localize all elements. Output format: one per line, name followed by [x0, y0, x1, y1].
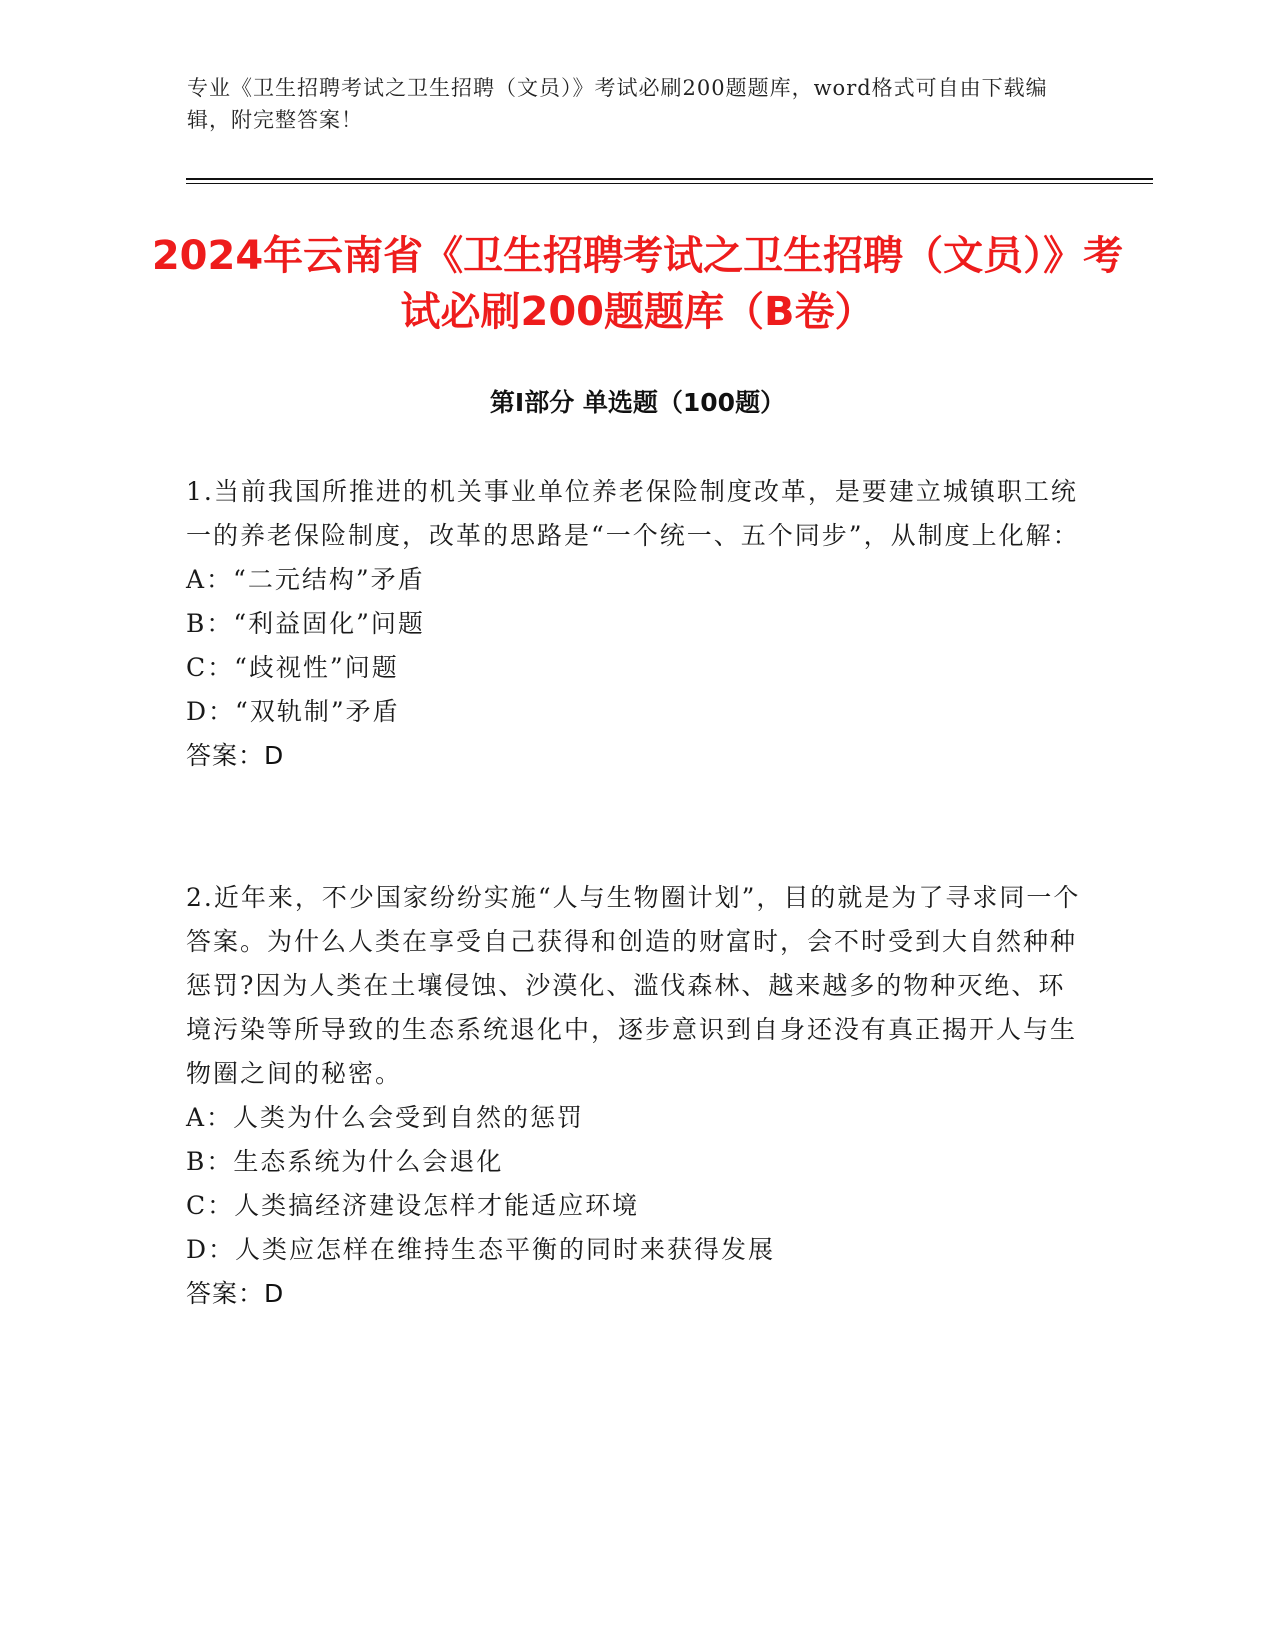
option-b: B：生态系统为什么会退化: [186, 1147, 504, 1176]
question-stem: 1.当前我国所推进的机关事业单位养老保险制度改革，是要建立城镇职工统一的养老保险制度，改革的思路是“一个统一、五个同步”，从制度上化解：: [186, 477, 1080, 550]
option-b: B：“利益固化”问题: [186, 609, 425, 638]
section-title: 第Ⅰ部分 单选题（100题）: [489, 388, 786, 417]
header-divider-thin: [186, 183, 1153, 184]
option-a: A：“二元结构”矛盾: [186, 565, 425, 594]
document-title: 2024年云南省《卫生招聘考试之卫生招聘（文员）》考试必刷200题题库（B卷）: [151, 233, 1124, 335]
header-divider-thick: [186, 178, 1153, 180]
question-2: [186, 876, 1086, 1316]
option-c: C：人类搞经济建设怎样才能适应环境: [186, 1191, 640, 1220]
option-c: C：“歧视性”问题: [186, 653, 399, 682]
question-stem: 2.近年来，不少国家纷纷实施“人与生物圈计划”，目的就是为了寻求同一个答案。为什么人类在享受自己获得和创造的财富时，会不时受到大自然种种惩罚?因为人类在土壤侵蚀、沙漠化、滥伐森林、越来越多的物种灭绝、环境污染等所导致的生态系统退化中，逐步意识到自身还没有真正揭开人与生物圈之间的秘密。: [186, 883, 1081, 1088]
answer-line: 答案：D: [186, 1279, 285, 1308]
option-d: D：“双轨制”矛盾: [186, 697, 400, 726]
question-1: [186, 470, 1086, 778]
header-note: 专业《卫生招聘考试之卫生招聘（文员）》考试必刷200题题库，word格式可自由下载编辑，附完整答案！: [187, 76, 1048, 132]
option-d: D：人类应怎样在维持生态平衡的同时来获得发展: [186, 1235, 776, 1264]
option-a: A：人类为什么会受到自然的惩罚: [186, 1103, 585, 1132]
answer-line: 答案：D: [186, 741, 285, 770]
